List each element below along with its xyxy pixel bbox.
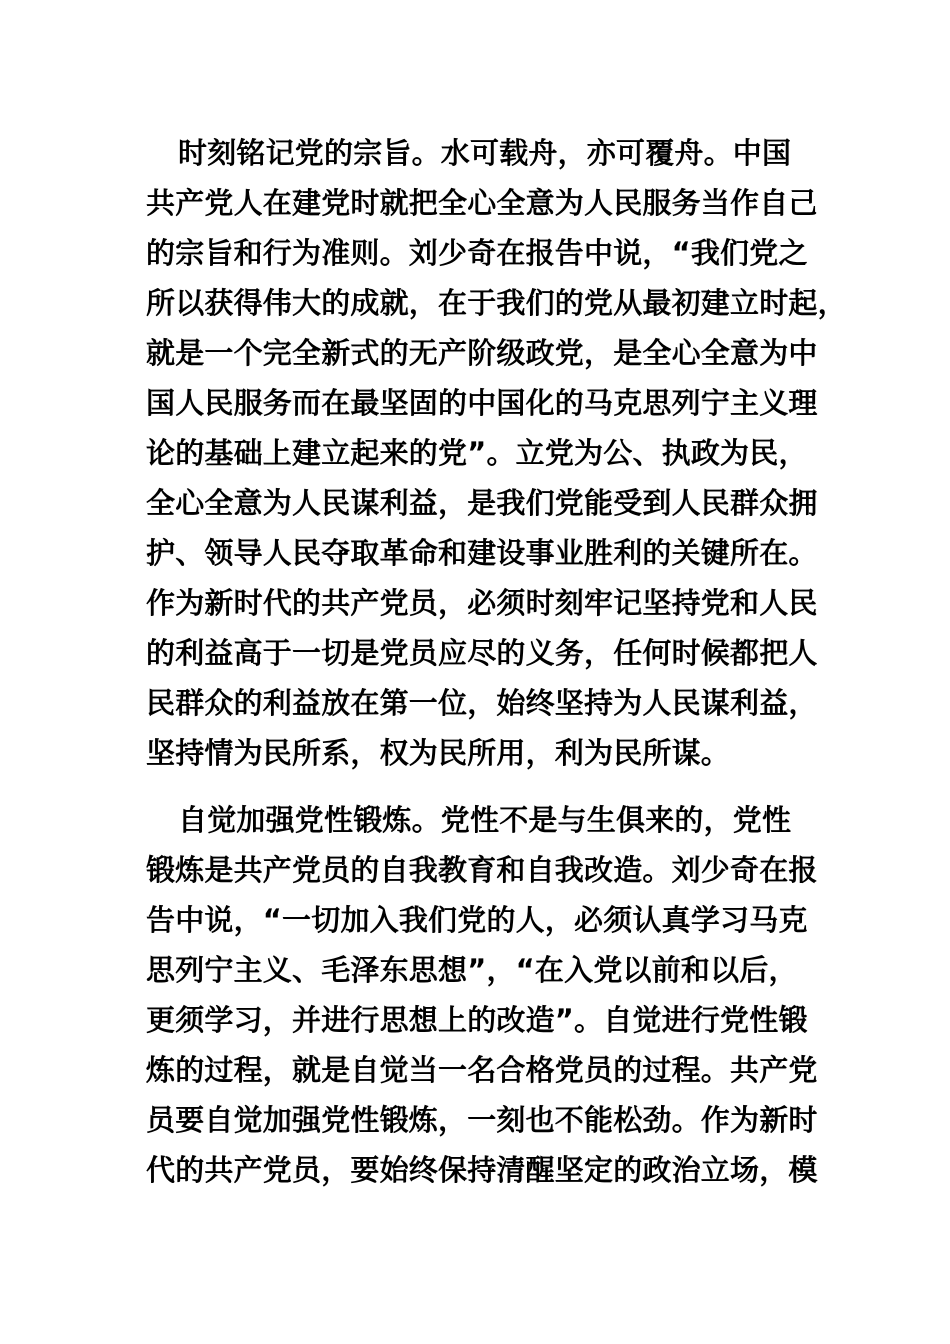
paragraph-line: 锻炼是共产党员的自我教育和自我改造。刘少奇在报	[146, 853, 818, 887]
paragraph-line: 作为新时代的共产党员，必须时刻牢记坚持党和人民	[146, 586, 818, 620]
paragraph-line: 自觉加强党性锻炼。党性不是与生俱来的，党性	[178, 803, 792, 837]
paragraph-line: 告中说，“一切加入我们党的人，必须认真学习马克	[146, 903, 808, 937]
paragraph-line: 代的共产党员，要始终保持清醒坚定的政治立场，模	[146, 1153, 818, 1187]
paragraph-line: 更须学习，并进行思想上的改造”。自觉进行党性锻	[146, 1003, 808, 1037]
paragraph-line: 护、领导人民夺取革命和建设事业胜利的关键所在。	[146, 536, 818, 570]
paragraph-line: 共产党人在建党时就把全心全意为人民服务当作自己	[146, 186, 818, 220]
paragraph-line: 思列宁主义、毛泽东思想”，“在入党以前和以后，	[146, 953, 798, 987]
paragraph-line: 坚持情为民所系，权为民所用，利为民所谋。	[146, 736, 731, 770]
paragraph-line: 就是一个完全新式的无产阶级政党，是全心全意为中	[146, 336, 818, 370]
paragraph-line: 时刻铭记党的宗旨。水可载舟，亦可覆舟。中国	[178, 136, 792, 170]
paragraph-line: 的利益高于一切是党员应尽的义务，任何时候都把人	[146, 636, 818, 670]
paragraph-line: 员要自觉加强党性锻炼，一刻也不能松劲。作为新时	[146, 1103, 818, 1137]
paragraph-line: 炼的过程，就是自觉当一名合格党员的过程。共产党	[146, 1053, 818, 1087]
paragraph-party-purpose	[146, 128, 847, 778]
paragraph-line: 全心全意为人民谋利益，是我们党能受到人民群众拥	[146, 486, 818, 520]
paragraph-line: 民群众的利益放在第一位，始终坚持为人民谋利益，	[146, 686, 818, 720]
paragraph-party-spirit	[146, 795, 826, 1195]
paragraph-line: 国人民服务而在最坚固的中国化的马克思列宁主义理	[146, 386, 818, 420]
paragraph-line: 的宗旨和行为准则。刘少奇在报告中说，“我们党之	[146, 236, 808, 270]
paragraph-line: 所以获得伟大的成就，在于我们的党从最初建立时起，	[146, 286, 847, 320]
paragraph-line: 论的基础上建立起来的党”。立党为公、执政为民，	[146, 436, 808, 470]
